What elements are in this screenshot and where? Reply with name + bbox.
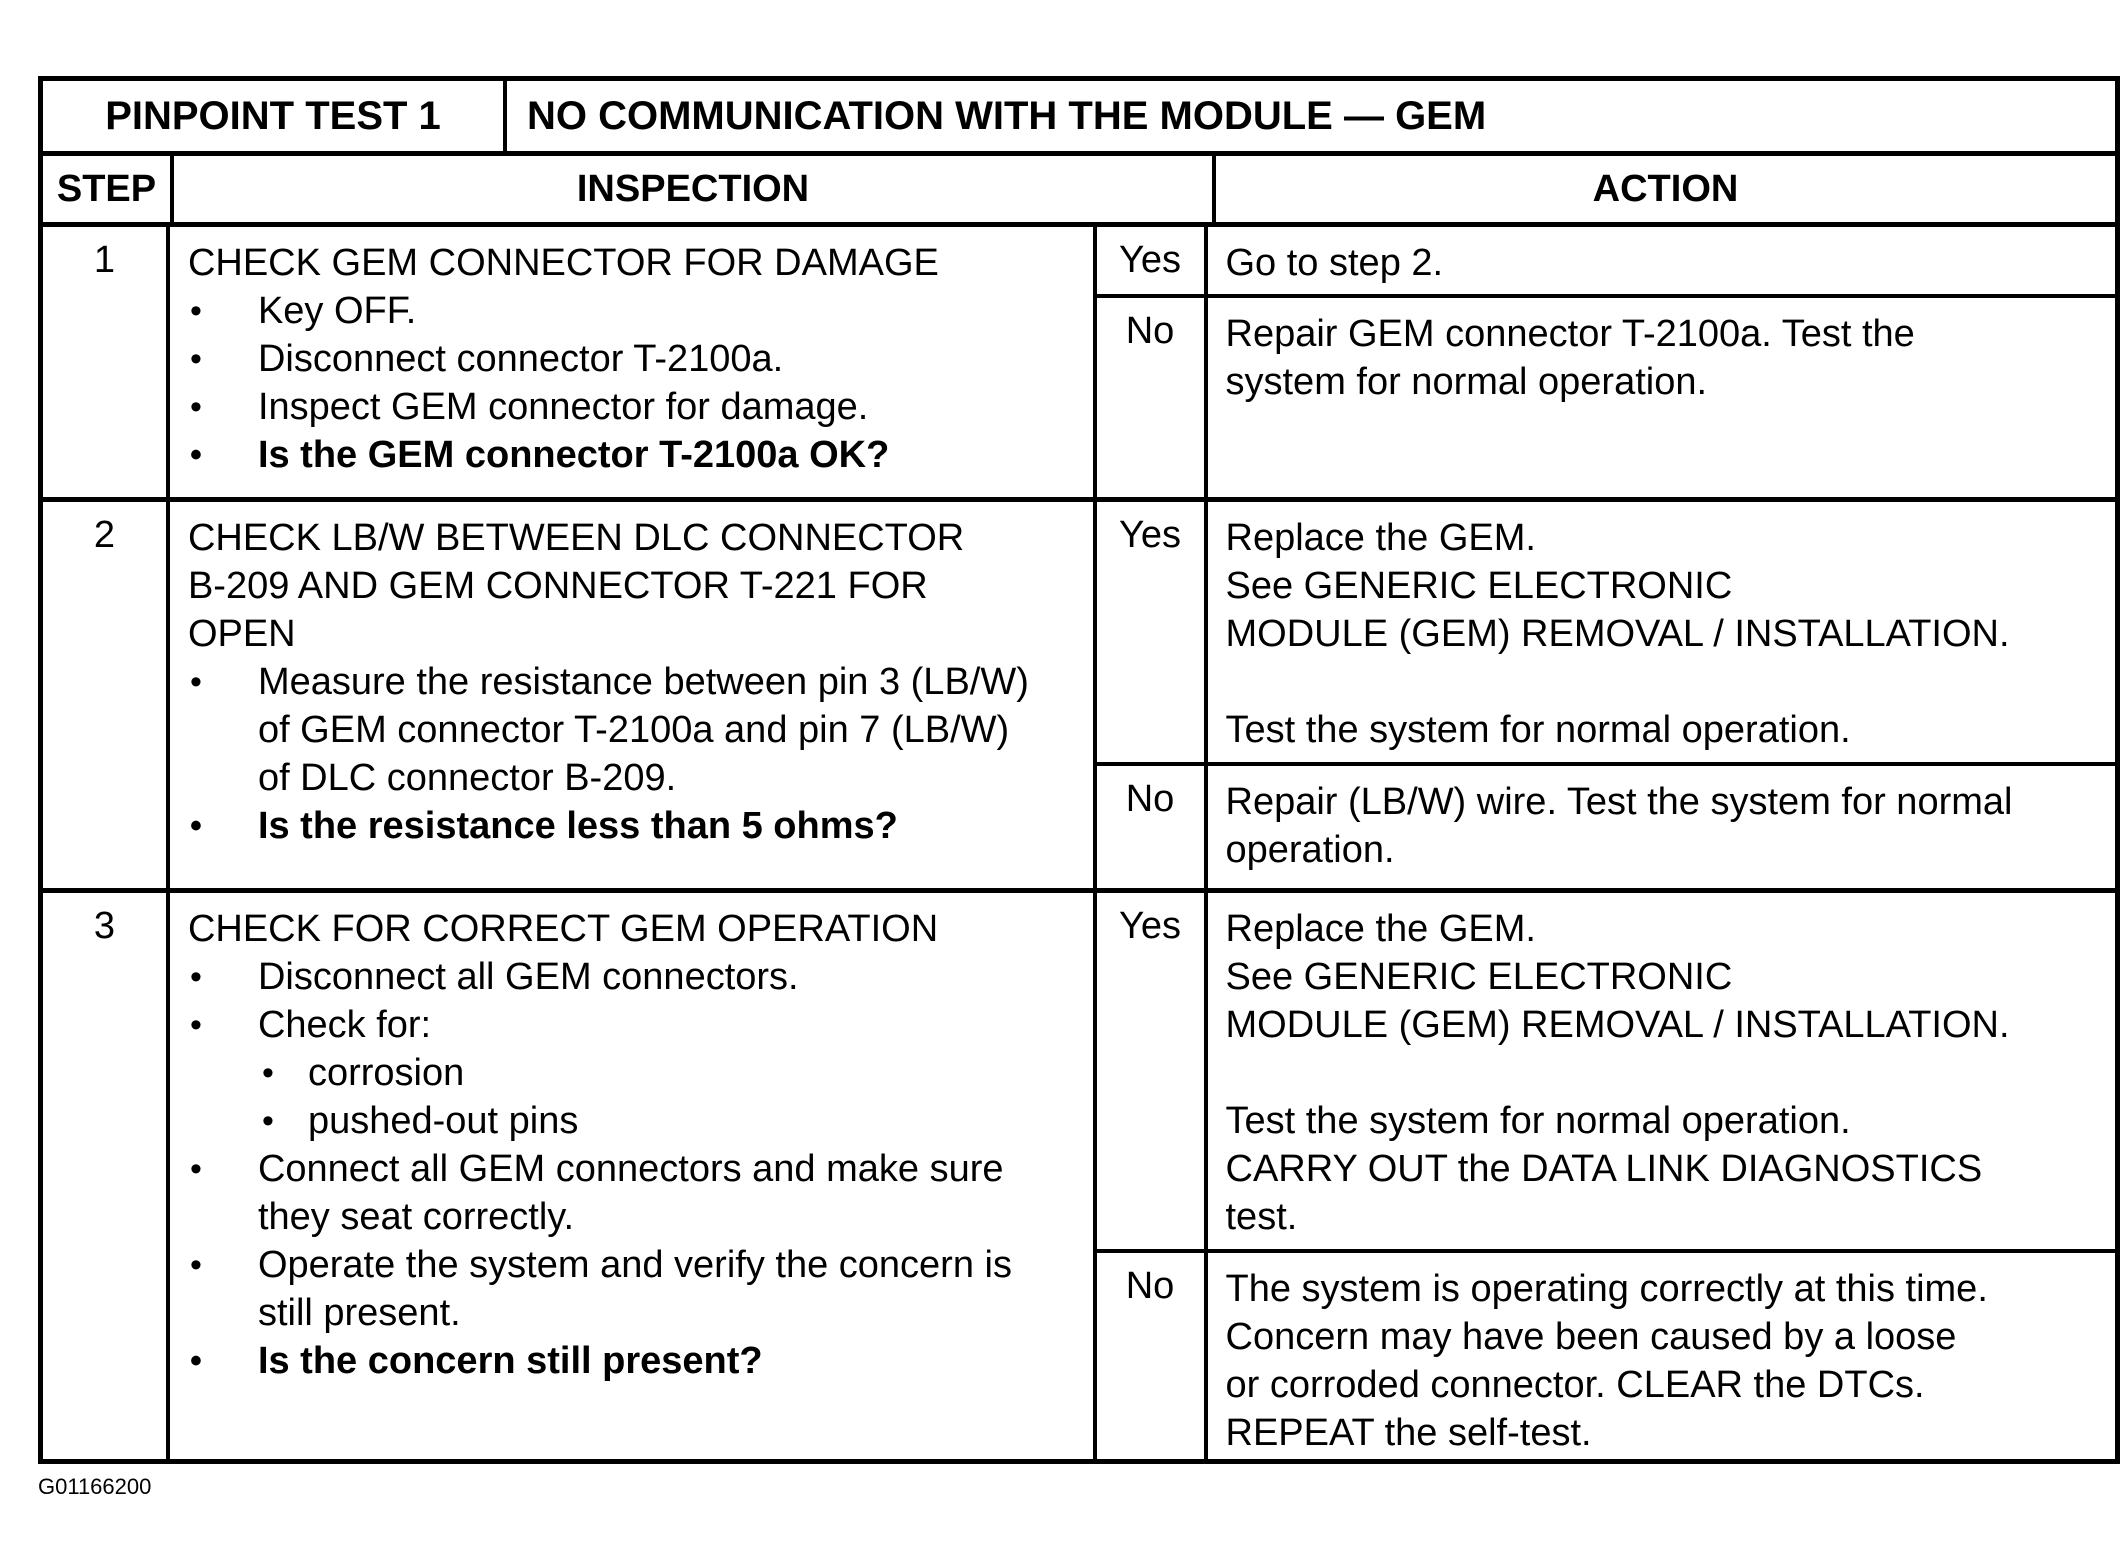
yes-label: Yes (1097, 502, 1208, 762)
result-cell (1097, 227, 2116, 497)
no-action (1208, 1253, 2116, 1459)
sub-bullet-item: • pushed-out pins (188, 1097, 1083, 1145)
bullet-item: • Inspect GEM connector for damage. (188, 383, 1083, 431)
no-label: No (1097, 298, 1208, 497)
bullet-item: • Connect all GEM connectors and make sure (188, 1145, 1083, 1193)
result-cell (1097, 893, 2116, 1459)
no-row (1097, 1253, 2116, 1459)
question-item: • Is the GEM connector T-2100a OK? (188, 431, 1083, 479)
step-number: 1 (43, 227, 170, 497)
action-line: See GENERIC ELECTRONIC (1225, 956, 1733, 998)
title-bar (43, 81, 2115, 156)
bullet-continuation: of DLC connector B-209. (257, 757, 677, 799)
question-item: • Is the concern still present? (188, 1337, 1083, 1385)
step-number: 2 (43, 502, 170, 888)
step-heading: CHECK GEM CONNECTOR FOR DAMAGE (187, 242, 939, 284)
pinpoint-test-table (38, 76, 2120, 1464)
step-row-3 (43, 893, 2115, 1459)
bullet-continuation: of GEM connector T-2100a and pin 7 (LB/W) (257, 709, 1010, 751)
action-line: Repair (LB/W) wire. Test the system for normal (1225, 781, 2013, 823)
header-step: STEP (43, 156, 174, 222)
spacer (1226, 658, 2106, 706)
bullet-item: • Operate the system and verify the concern is (188, 1241, 1083, 1289)
no-action (1208, 766, 2116, 888)
test-label: PINPOINT TEST 1 (43, 81, 507, 151)
action-line: Replace the GEM. (1225, 517, 1536, 559)
step-heading: CHECK FOR CORRECT GEM OPERATION (187, 908, 939, 950)
action-line: operation. (1225, 829, 1395, 871)
action-line: or corroded connector. CLEAR the DTCs. (1225, 1364, 1925, 1406)
yes-row (1097, 893, 2116, 1253)
no-label: No (1097, 766, 1208, 888)
action-line: test. (1225, 1196, 1298, 1238)
spacer (1226, 1049, 2106, 1097)
yes-row (1097, 227, 2116, 298)
yes-action (1208, 893, 2116, 1249)
result-cell (1097, 502, 2116, 888)
action-line: Go to step 2. (1225, 242, 1444, 284)
figure-id: G01166200 (38, 1474, 152, 1499)
step-row-1 (43, 227, 2115, 502)
step-heading: B-209 AND GEM CONNECTOR T-221 FOR (187, 565, 928, 607)
sub-bullet-item: • corrosion (188, 1049, 1083, 1097)
bullet-item: • Check for: (188, 1001, 1083, 1049)
action-line: system for normal operation. (1225, 361, 1708, 403)
bullet-item: • Disconnect connector T-2100a. (188, 335, 1083, 383)
column-header-row (43, 156, 2115, 227)
bullet-item: • Measure the resistance between pin 3 (LB/W) (188, 658, 1083, 706)
step-number: 3 (43, 893, 170, 1459)
step-heading: CHECK LB/W BETWEEN DLC CONNECTOR (187, 517, 965, 559)
question-item: • Is the resistance less than 5 ohms? (188, 802, 1083, 850)
action-line: Replace the GEM. (1225, 908, 1536, 950)
test-name: NO COMMUNICATION WITH THE MODULE — GEM (527, 93, 1487, 138)
action-line: MODULE (GEM) REMOVAL / INSTALLATION. (1225, 1004, 2010, 1046)
bullet-item: • Key OFF. (188, 287, 1083, 335)
action-line: Repair GEM connector T-2100a. Test the (1225, 313, 1915, 355)
step-heading: OPEN (187, 613, 296, 655)
bullet-item: • Disconnect all GEM connectors. (188, 953, 1083, 1001)
bullet-continuation: still present. (257, 1292, 461, 1334)
yes-action (1208, 227, 2116, 294)
action-line: REPEAT the self-test. (1225, 1412, 1592, 1454)
action-line: Test the system for normal operation. (1225, 1100, 1851, 1142)
step-row-2 (43, 502, 2115, 893)
yes-label: Yes (1097, 893, 1208, 1249)
action-line: MODULE (GEM) REMOVAL / INSTALLATION. (1225, 613, 2010, 655)
no-row (1097, 766, 2116, 888)
action-line: CARRY OUT the DATA LINK DIAGNOSTICS (1225, 1148, 1983, 1190)
header-action: ACTION (1592, 167, 1739, 210)
inspection-cell (170, 227, 1097, 497)
action-line: Test the system for normal operation. (1225, 709, 1851, 751)
yes-label: Yes (1097, 227, 1208, 294)
action-line: See GENERIC ELECTRONIC (1225, 565, 1733, 607)
no-label: No (1097, 1253, 1208, 1459)
inspection-cell (170, 893, 1097, 1459)
inspection-cell (170, 502, 1097, 888)
no-row (1097, 298, 2116, 497)
yes-row (1097, 502, 2116, 766)
yes-action (1208, 502, 2116, 762)
action-line: Concern may have been caused by a loose (1225, 1316, 1957, 1358)
header-inspection: INSPECTION (174, 156, 1216, 222)
bullet-continuation: they seat correctly. (257, 1196, 575, 1238)
action-line: The system is operating correctly at this time. (1225, 1268, 1988, 1310)
no-action (1208, 298, 2116, 497)
